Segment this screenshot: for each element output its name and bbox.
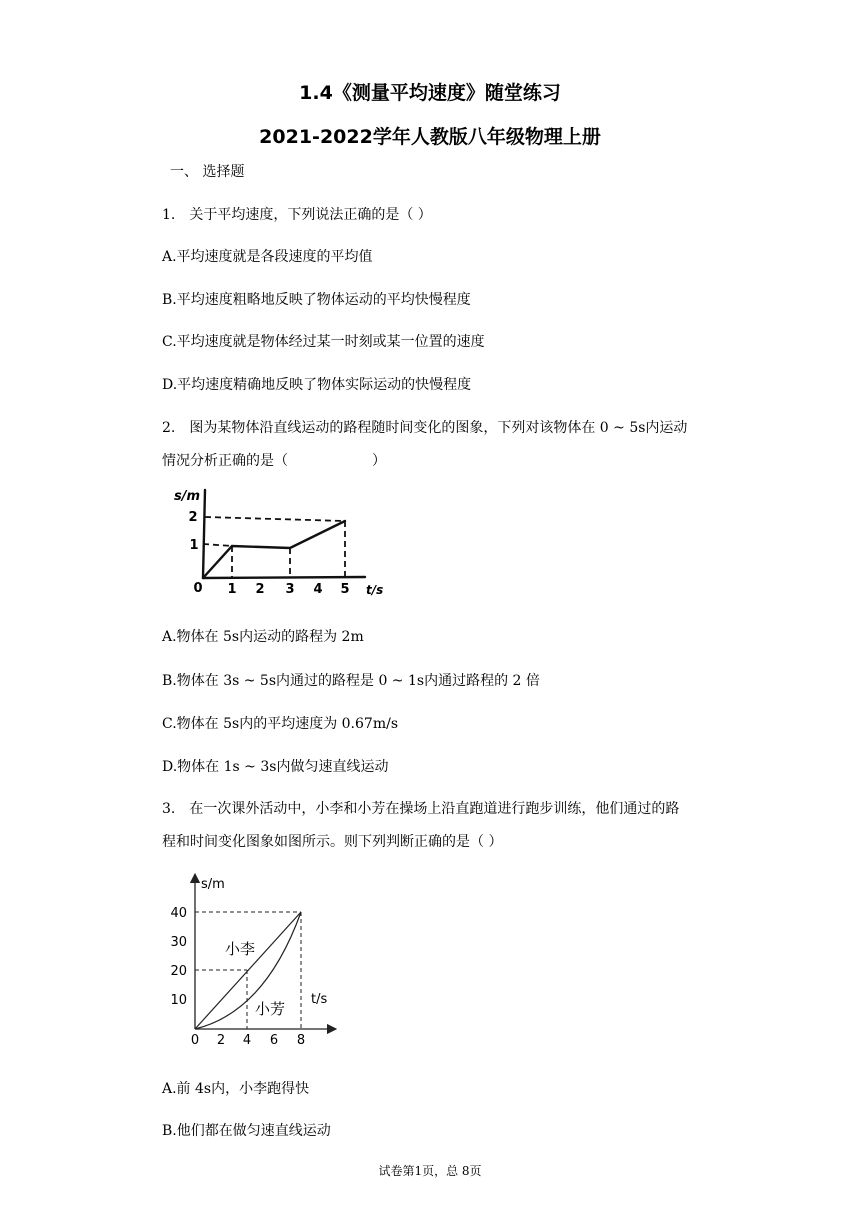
q1-option-c: C.平均速度就是物体经过某一时刻或某一位置的速度 <box>162 334 485 350</box>
q2-xtick-4: 4 <box>313 582 323 597</box>
q2-x-label: t/s <box>366 583 384 597</box>
q3-ytick-30: 30 <box>170 935 187 950</box>
q2-xtick-3: 3 <box>285 582 295 597</box>
q1-option-d: D.平均速度精确地反映了物体实际运动的快慢程度 <box>162 377 472 393</box>
q2-xtick-1: 1 <box>227 582 237 597</box>
q2-xtick-5: 5 <box>340 582 350 597</box>
q3-xtick-8: 8 <box>296 1033 306 1048</box>
q2-graph-line <box>203 521 345 578</box>
q2-xtick-0: 0 <box>193 581 203 596</box>
q3-xtick-2: 2 <box>216 1033 226 1048</box>
q2-y-label: s/m <box>174 489 201 504</box>
q2-option-a: A.物体在 5s内运动的路程为 2m <box>162 629 364 645</box>
q3-stem-line1: 3. 在一次课外活动中，小李和小芳在操场上沿直跑道进行跑步训练，他们通过的路 <box>162 801 680 817</box>
q2-xtick-2: 2 <box>255 582 265 597</box>
section-heading: 一、 选择题 <box>170 164 245 180</box>
q3-option-a: A.前 4s内，小李跑得快 <box>162 1081 310 1097</box>
q3-label-xiaofang: 小芳 <box>255 1000 286 1018</box>
q3-ytick-20: 20 <box>170 964 187 979</box>
q1-option-a: A.平均速度就是各段速度的平均值 <box>162 249 373 265</box>
q2-option-d: D.物体在 1s ~ 3s内做匀速直线运动 <box>162 759 389 775</box>
q3-xtick-6: 6 <box>269 1033 279 1048</box>
page-footer: 试卷第1页，总 8页 <box>378 1164 482 1178</box>
q3-stem-line2: 程和时间变化图象如图所示。则下列判断正确的是（ ） <box>162 834 503 850</box>
q1-option-b: B.平均速度粗略地反映了物体运动的平均快慢程度 <box>162 292 471 308</box>
q2-stem-line1: 2. 图为某物体沿直线运动的路程随时间变化的图象，下列对该物体在 0 ~ 5s内运动 <box>162 420 688 436</box>
q2-option-b: B.物体在 3s ~ 5s内通过的路程是 0 ~ 1s内通过路程的 2 倍 <box>162 673 540 689</box>
q3-xtick-4: 4 <box>242 1033 252 1048</box>
q1-stem: 1. 关于平均速度，下列说法正确的是（ ） <box>162 207 432 223</box>
q2-ytick-2: 2 <box>188 510 198 525</box>
q2-guide-y1 <box>203 544 232 546</box>
q3-x-label: t/s <box>311 992 328 1007</box>
q3-xtick-0: 0 <box>190 1033 200 1048</box>
q2-stem-line2: 情况分析正确的是（ ） <box>162 453 386 469</box>
q2-guide-y2 <box>205 517 345 521</box>
q3-label-xiaoli: 小李 <box>225 940 256 958</box>
document-title-line2: 2021-2022学年人教版八年级物理上册 <box>259 126 601 148</box>
q3-ytick-40: 40 <box>170 906 187 921</box>
q3-option-b: B.他们都在做匀速直线运动 <box>162 1123 331 1139</box>
q2-option-c: C.物体在 5s内的平均速度为 0.67m/s <box>162 716 399 732</box>
q3-distance-time-graph <box>165 872 345 1052</box>
q2-y-axis <box>203 490 205 578</box>
q3-ytick-10: 10 <box>170 993 187 1008</box>
document-title-line1: 1.4《测量平均速度》随堂练习 <box>299 82 561 104</box>
q3-y-label: s/m <box>201 877 225 892</box>
q2-x-axis <box>203 577 365 578</box>
q2-distance-time-graph <box>160 480 400 604</box>
q2-ytick-1: 1 <box>189 538 199 553</box>
